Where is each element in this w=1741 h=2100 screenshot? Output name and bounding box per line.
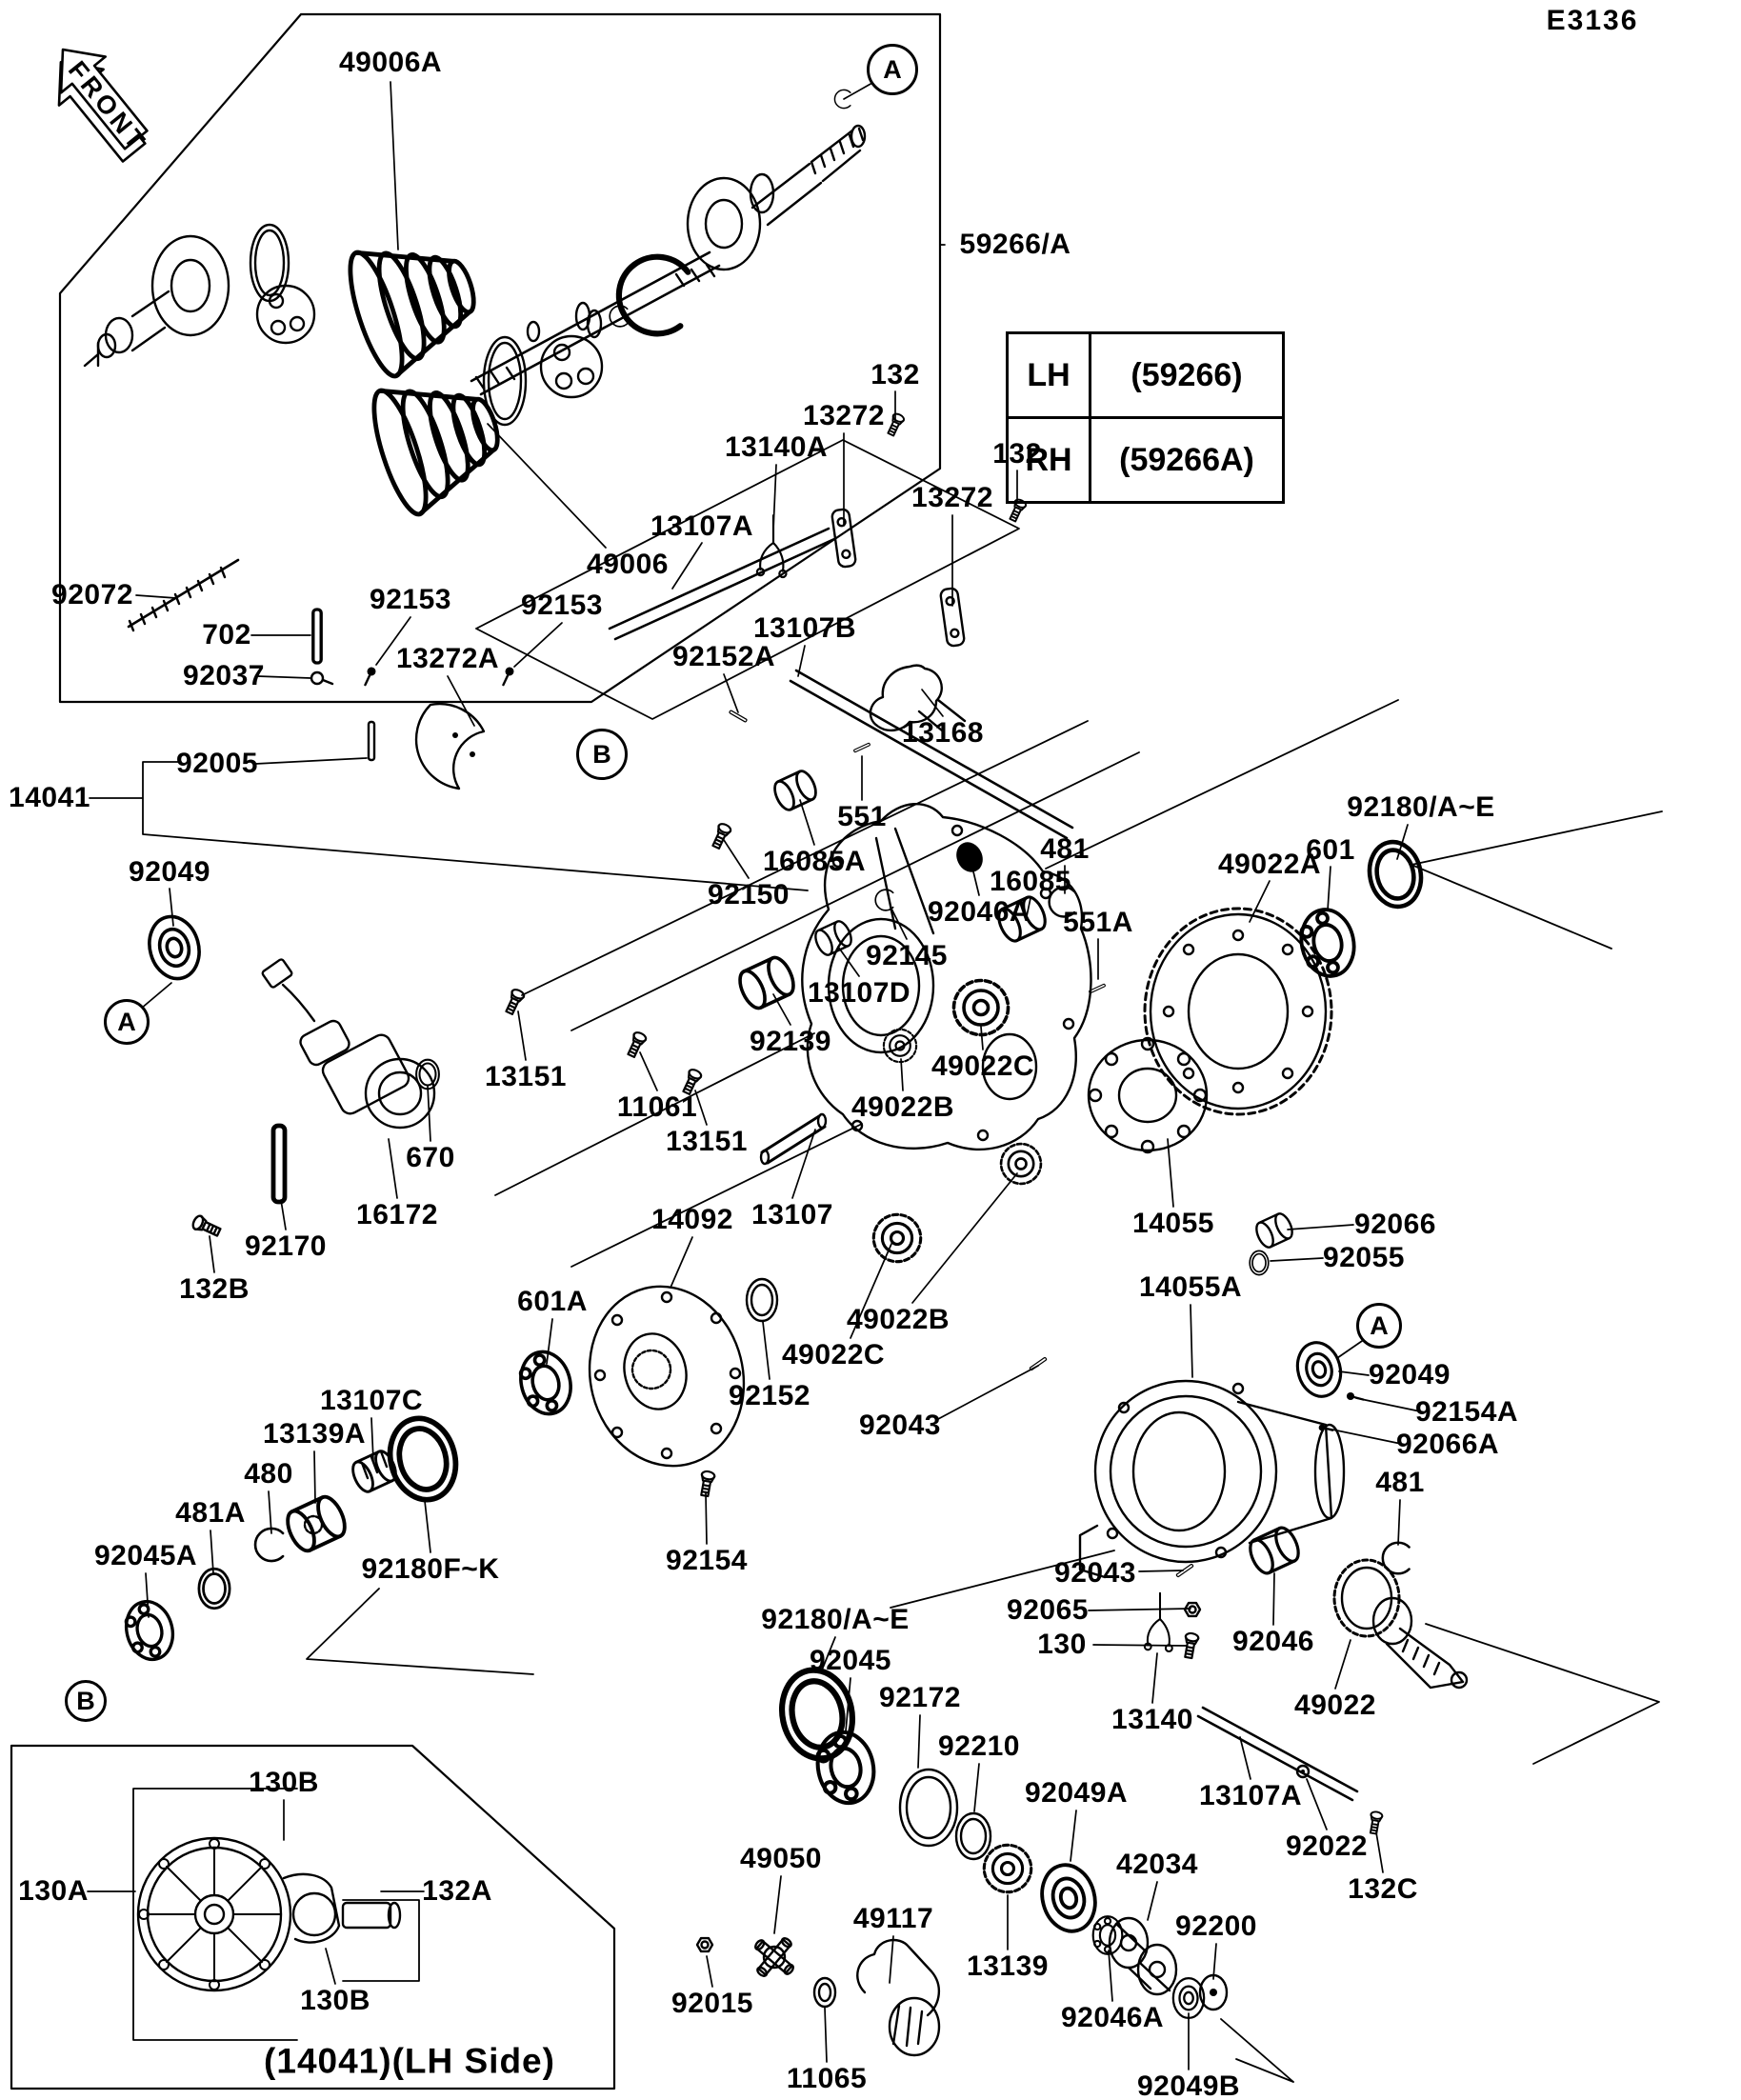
part-label-130b: 130B xyxy=(300,1985,370,2016)
part-label-92049: 92049 xyxy=(1369,1359,1451,1390)
part-label-601: 601 xyxy=(1306,834,1355,866)
part-label-13151: 13151 xyxy=(666,1126,748,1157)
leader-line xyxy=(792,1130,815,1198)
part-label-13139a: 13139A xyxy=(262,1418,367,1450)
part-label-481a: 481A xyxy=(175,1497,246,1529)
part-label-14055: 14055 xyxy=(1132,1208,1214,1239)
part-label-130: 130 xyxy=(1037,1629,1087,1660)
leader-line xyxy=(890,1936,893,1983)
leader-line xyxy=(314,1451,315,1503)
leader-line xyxy=(918,1715,920,1768)
part-label-132b: 132B xyxy=(179,1273,250,1305)
part-label-49006: 49006 xyxy=(587,549,669,580)
part-label-92154a: 92154A xyxy=(1414,1396,1519,1428)
part-label-14041: 14041 xyxy=(9,782,90,813)
part-label-59266-a: 59266/A xyxy=(959,229,1071,260)
leader-line xyxy=(518,1011,526,1060)
leader-line xyxy=(1328,867,1331,910)
part-label-13168: 13168 xyxy=(902,717,984,749)
leader-line xyxy=(774,1876,781,1933)
part-label-92152: 92152 xyxy=(729,1380,810,1411)
part-label-49022b: 49022B xyxy=(846,1304,951,1335)
leader-line xyxy=(210,1530,213,1573)
part-label-92049a: 92049A xyxy=(1024,1777,1129,1809)
leader-line xyxy=(281,1200,286,1230)
leader-line xyxy=(255,758,367,764)
part-label-49022c: 49022C xyxy=(781,1339,886,1370)
part-label-13107a: 13107A xyxy=(650,510,754,542)
part-label-13151: 13151 xyxy=(485,1061,567,1092)
variant-part: (59266) xyxy=(1091,333,1284,418)
leader-line xyxy=(724,674,738,712)
part-label-42034: 42034 xyxy=(1116,1849,1198,1880)
leader-line xyxy=(1109,1950,1112,2001)
part-label-92046a: 92046A xyxy=(1060,2002,1165,2033)
variant-part: (59266A) xyxy=(1091,418,1284,503)
part-label-13140: 13140 xyxy=(1111,1704,1193,1735)
leader-line xyxy=(547,1319,552,1364)
leader-line xyxy=(800,800,814,845)
leader-line xyxy=(1376,1832,1383,1872)
leader-line xyxy=(670,1237,692,1288)
leader-line xyxy=(901,1059,903,1090)
leader-line xyxy=(891,907,907,939)
leader-line xyxy=(922,690,943,716)
part-label-92153: 92153 xyxy=(370,584,451,615)
callout-b: B xyxy=(65,1680,107,1722)
variant-side: LH xyxy=(1008,333,1091,418)
leader-line xyxy=(672,543,702,589)
leader-line xyxy=(724,840,749,878)
part-label-14092: 14092 xyxy=(651,1204,733,1235)
leader-line xyxy=(981,1027,983,1050)
part-label-92066a: 92066A xyxy=(1395,1429,1500,1460)
part-label-481: 481 xyxy=(1040,833,1090,865)
leader-line xyxy=(1168,1139,1173,1207)
part-label-49022a: 49022A xyxy=(1217,849,1322,880)
part-label-92043: 92043 xyxy=(859,1410,941,1441)
leader-line xyxy=(1273,1573,1274,1625)
part-label-92153: 92153 xyxy=(521,590,603,621)
part-label-92046a: 92046A xyxy=(927,896,1031,928)
part-label-132: 132 xyxy=(992,438,1042,470)
leader-line xyxy=(1339,1371,1369,1375)
part-label-551: 551 xyxy=(837,801,887,832)
leader-line xyxy=(1213,1944,1216,1979)
leader-line xyxy=(1397,825,1408,859)
part-label-92150: 92150 xyxy=(708,879,790,910)
part-label-92154: 92154 xyxy=(666,1545,748,1576)
part-label-92022: 92022 xyxy=(1286,1830,1368,1862)
leader-line xyxy=(1337,1339,1365,1358)
part-label-92180f-k: 92180F~K xyxy=(361,1553,500,1585)
part-label-49050: 49050 xyxy=(740,1843,822,1874)
part-label-92049b: 92049B xyxy=(1136,2070,1241,2100)
page-code: E3136 xyxy=(1546,5,1639,36)
leader-line xyxy=(798,646,805,676)
callout-a: A xyxy=(1356,1303,1402,1349)
part-label-130b: 130B xyxy=(249,1767,319,1798)
part-label-16085: 16085 xyxy=(990,866,1071,897)
part-label-92180-a-e: 92180/A~E xyxy=(1347,791,1495,823)
part-label-132a: 132A xyxy=(422,1875,492,1907)
leader-line xyxy=(912,1173,1017,1303)
leader-line xyxy=(773,465,776,530)
leader-line xyxy=(428,1086,430,1141)
leader-line xyxy=(974,1764,979,1811)
part-label-92043: 92043 xyxy=(1054,1557,1136,1589)
leader-line xyxy=(146,1573,149,1617)
part-label-92200: 92200 xyxy=(1175,1910,1257,1942)
part-label-49117: 49117 xyxy=(852,1903,934,1934)
leader-line xyxy=(706,1493,707,1544)
leader-line xyxy=(1398,1500,1400,1545)
part-label-92170: 92170 xyxy=(245,1230,327,1262)
part-label-13107a: 13107A xyxy=(1198,1780,1303,1811)
part-label-92139: 92139 xyxy=(750,1026,831,1057)
part-label-49022b: 49022B xyxy=(850,1091,955,1123)
leader-line xyxy=(210,1236,214,1272)
inset-caption: (14041)(LH Side) xyxy=(264,2041,555,2081)
part-label-92037: 92037 xyxy=(183,660,265,691)
leader-line xyxy=(707,1956,712,1987)
part-label-49022: 49022 xyxy=(1294,1690,1376,1721)
leader-line xyxy=(1139,1570,1183,1571)
part-label-92045a: 92045A xyxy=(93,1540,198,1571)
part-label-92055: 92055 xyxy=(1323,1242,1405,1273)
part-label-480: 480 xyxy=(244,1458,293,1490)
part-label-92045: 92045 xyxy=(810,1645,891,1676)
leader-line xyxy=(1335,1640,1351,1689)
leader-line xyxy=(1271,1258,1323,1261)
leader-line xyxy=(1152,1653,1157,1703)
leader-line xyxy=(326,1949,335,1984)
leader-line xyxy=(448,676,474,726)
table-row xyxy=(1008,333,1284,418)
leader-line xyxy=(640,1052,657,1090)
leader-line xyxy=(257,676,310,678)
leader-line xyxy=(514,623,562,667)
part-label-551a: 551A xyxy=(1063,907,1133,938)
part-label-13272: 13272 xyxy=(911,482,993,513)
part-label-13139: 13139 xyxy=(967,1950,1049,1982)
part-label-11065: 11065 xyxy=(786,2063,868,2094)
leader-line xyxy=(1071,1810,1076,1861)
part-label-670: 670 xyxy=(406,1142,455,1173)
part-label-92049: 92049 xyxy=(129,856,210,888)
part-label-601a: 601A xyxy=(517,1286,588,1317)
part-label-92152a: 92152A xyxy=(671,641,776,672)
part-label-92172: 92172 xyxy=(879,1682,961,1713)
part-label-13272: 13272 xyxy=(803,400,885,431)
part-label-92145: 92145 xyxy=(866,940,948,971)
leader-line xyxy=(1328,1429,1406,1445)
part-label-13107d: 13107D xyxy=(807,977,911,1009)
part-label-13107c: 13107C xyxy=(319,1385,424,1416)
variant-table xyxy=(1006,331,1285,504)
callout-a: A xyxy=(867,44,918,95)
leader-line xyxy=(838,947,859,976)
leader-line xyxy=(1191,1305,1192,1377)
leader-line xyxy=(1250,881,1270,922)
part-label-132c: 132C xyxy=(1348,1873,1418,1905)
leader-line xyxy=(269,1491,271,1533)
leader-line xyxy=(1307,1779,1327,1830)
leader-line xyxy=(1240,1737,1251,1779)
part-label-16172: 16172 xyxy=(356,1199,438,1230)
leader-line xyxy=(389,1139,397,1198)
leader-line xyxy=(170,889,173,926)
part-label-92065: 92065 xyxy=(1007,1594,1089,1626)
part-label-49006a: 49006A xyxy=(338,47,443,78)
part-label-92015: 92015 xyxy=(671,1988,753,2019)
leader-line xyxy=(1089,1609,1191,1610)
part-label-481: 481 xyxy=(1375,1467,1425,1498)
leader-line xyxy=(971,864,979,895)
table-row xyxy=(1008,418,1284,503)
leader-line xyxy=(938,1366,1038,1419)
leader-line xyxy=(844,83,872,99)
part-label-49022c: 49022C xyxy=(931,1050,1035,1082)
part-label-92072: 92072 xyxy=(51,579,133,610)
callout-a: A xyxy=(104,999,150,1045)
leader-line xyxy=(825,2008,827,2062)
part-label-16085a: 16085A xyxy=(762,846,867,877)
leader-line xyxy=(141,983,171,1009)
part-label-92005: 92005 xyxy=(176,748,258,779)
leader-line xyxy=(773,994,790,1025)
variant-side: RH xyxy=(1008,418,1091,503)
part-label-92046: 92046 xyxy=(1232,1626,1314,1657)
leader-line xyxy=(1288,1225,1353,1230)
leader-line xyxy=(846,1678,850,1731)
leader-line xyxy=(425,1501,430,1552)
part-label-13107b: 13107B xyxy=(752,612,857,644)
front-arrow-label: FRONT xyxy=(62,55,153,158)
leader-line xyxy=(371,1418,373,1461)
part-label-11061: 11061 xyxy=(616,1091,698,1123)
leader-line xyxy=(488,424,606,548)
leader-line xyxy=(1148,1882,1157,1920)
part-label-92180-a-e: 92180/A~E xyxy=(761,1604,910,1635)
part-label-13140a: 13140A xyxy=(724,431,829,463)
leader-line xyxy=(390,82,398,250)
part-label-92210: 92210 xyxy=(938,1730,1020,1762)
part-label-132: 132 xyxy=(870,359,920,390)
part-label-14055a: 14055A xyxy=(1138,1271,1243,1303)
part-label-92066: 92066 xyxy=(1354,1209,1436,1240)
part-label-702: 702 xyxy=(202,619,251,650)
part-label-130a: 130A xyxy=(18,1875,89,1907)
callout-b: B xyxy=(576,729,628,780)
leader-line xyxy=(763,1322,770,1379)
leader-line xyxy=(136,595,176,598)
leader-line xyxy=(1093,1645,1187,1646)
part-label-13107: 13107 xyxy=(751,1199,833,1230)
part-label-13272a: 13272A xyxy=(395,643,500,674)
